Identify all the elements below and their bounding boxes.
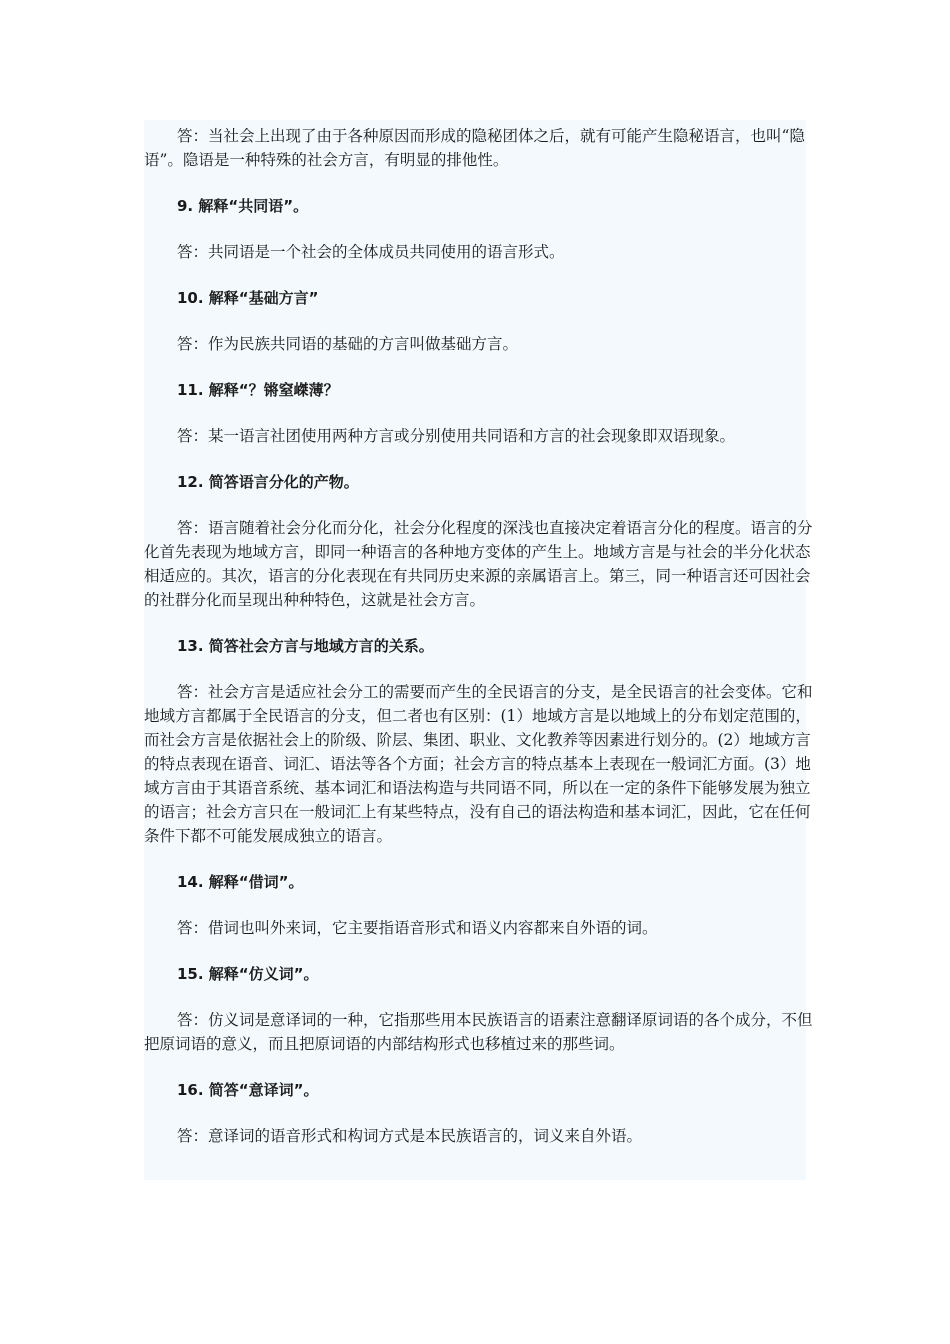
answer-paragraph: 答：语言随着社会分化而分化，社会分化程度的深浅也直接决定着语言分化的程度。语言的分化首先表现为地域方言，即同一种语言的各种地方变体的产生上。地域方言是与社会的半分化状态相适应的。其次，语言的分化表现在有共同历史来源的亲属语言上。第三，同一种语言还可因社会的社群分化而呈现出种种特色，这就是社会方言。 (144, 519, 813, 609)
question-heading: 9. 解释“共同语”。 (177, 197, 309, 215)
question-heading: 11. 解释“？锵窒嵥薄？ (177, 381, 339, 399)
answer-paragraph: 答：意译词的语音形式和构词方式是本民族语言的，词义来自外语。 (177, 1127, 643, 1145)
answer-paragraph: 答：某一语言社团使用两种方言或分别使用共同语和方言的社会现象即双语现象。 (177, 427, 736, 445)
question-heading: 13. 简答社会方言与地域方言的关系。 (177, 637, 434, 655)
question-heading: 10. 解释“基础方言” (177, 289, 319, 307)
answer-paragraph: 答：当社会上出现了由于各种原因而形成的隐秘团体之后，就有可能产生隐秘语言，也叫“隐语”。隐语是一种特殊的社会方言，有明显的排他性。 (144, 127, 805, 169)
question-heading: 14. 解释“借词”。 (177, 873, 304, 891)
answer-paragraph: 答：社会方言是适应社会分工的需要而产生的全民语言的分支，是全民语言的社会变体。它和地域方言都属于全民语言的分支，但二者也有区别：(1）地域方言是以地域上的分布划定范围的，而社会方言是依据社会上的阶级、阶层、集团、职业、文化教养等因素进行划分的。(2）地域方言的特点表现在语音、词汇、语法等各个方面；社会方言的特点基本上表现在一般词汇方面。(3）地域方言由于其语音系统、基本词汇和语法构造与共同语不同，所以在一定的条件下能够发展为独立的语言；社会方言只在一般词汇上有某些特点，没有自己的语法构造和基本词汇，因此，它在任何条件下都不可能发展成独立的语言。 (144, 683, 813, 845)
answer-paragraph: 答：仿义词是意译词的一种，它指那些用本民族语言的语素注意翻译原词语的各个成分，不但把原词语的意义，而且把原词语的内部结构形式也移植过来的那些词。 (144, 1011, 813, 1053)
answer-paragraph: 答：共同语是一个社会的全体成员共同使用的语言形式。 (177, 243, 565, 261)
document-body (144, 124, 816, 1148)
question-heading: 16. 简答“意译词”。 (177, 1081, 319, 1099)
question-heading: 15. 解释“仿义词”。 (177, 965, 319, 983)
question-heading: 12. 简答语言分化的产物。 (177, 473, 359, 491)
answer-paragraph: 答：作为民族共同语的基础的方言叫做基础方言。 (177, 335, 519, 353)
answer-paragraph: 答：借词也叫外来词，它主要指语音形式和语义内容都来自外语的词。 (177, 919, 658, 937)
